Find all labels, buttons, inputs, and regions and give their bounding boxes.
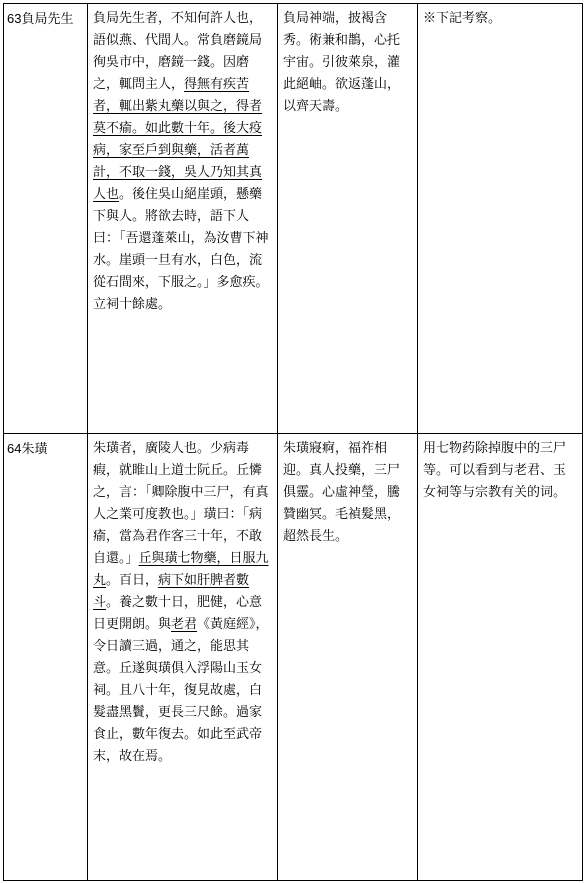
biography-underlined-segment: 丘與璜七物藥，日服九丸 [93,551,269,588]
text-comparison-table [3,3,583,881]
biography-text-segment: 《黃庭經》，令日讀三過，通之，能思其意。丘遂與璜俱入浮陽山玉女祠。且八十年，復見故處，白髮盡黑鬢，更長三尺餘。過家食止，數年復去。如此至武帝末，故在焉。 [93,617,269,764]
note-text: 用七物药除掉腹中的三尸等。可以看到与老君、玉女祠等与宗教有关的词。 [423,441,567,500]
biography-text-segment: 。養之數十日，肥健，心意日更開朗。與 [93,595,263,632]
entry-name: 負局先生 [21,12,74,27]
eulogy-text: 負局神端，披褐含秀。術兼和鵲，心托宇宙。引彼萊泉，灌此絕岫。欲返蓬山，以齊天壽。 [283,11,401,114]
biography-text-segment: 朱璜者，廣陵人也。少病毒瘕，就睢山上道士阮丘。丘憐之，言：「卿除腹中三尸，有真人之業可度教也。」璜曰：「病瘉，當為君作客三十年，不敢自還。」 [93,441,269,566]
eulogy-text-cell [278,434,418,881]
entry-label-cell [4,434,88,881]
note-text: ※下記考察。 [423,11,502,26]
note-cell [418,434,583,881]
text-comparison-table-container [3,3,582,880]
entry-name: 朱璜 [21,442,48,457]
biography-text-cell [88,4,278,434]
biography-text-segment: 。百日， [106,573,159,588]
biography-underlined-segment: 病下如肝脾者數斗 [93,573,250,610]
biography-text-segment: 負局先生者，不知何許人也，語似燕、代間人。常負磨鏡局徇吳市中，磨鏡一錢。因磨之，輒問主人， [93,11,263,92]
biography-text-segment: 。後住吳山絕崖頭，懸藥下與人。將欲去時，語下人曰：「吾還蓬萊山，為汝曹下神水。崖頭一旦有水，白色，流從石間來，下服之。」多愈疾。立祠十餘處。 [93,187,269,312]
biography-underlined-segment: 老君 [171,617,198,632]
biography-text-cell [88,434,278,881]
biography-underlined-segment: 得無有疾苦者，輒出紫丸藥以與之，得者莫不瘉。如此數十年。後大疫病，家至戶到與藥，活者萬計，不取一錢，吳人乃知其真人也 [93,77,263,202]
entry-label-cell [4,4,88,434]
eulogy-text-cell [278,4,418,434]
table-row [4,434,583,881]
entry-number: 63 [7,11,22,26]
entry-number: 64 [7,441,22,456]
note-cell [418,4,583,434]
table-row [4,4,583,434]
eulogy-text: 朱璜寢痾，福祚相迎。真人投藥，三尸俱靈。心虛神瑩，騰贊幽冥。毛禎髮黑，超然長生。 [283,441,401,544]
